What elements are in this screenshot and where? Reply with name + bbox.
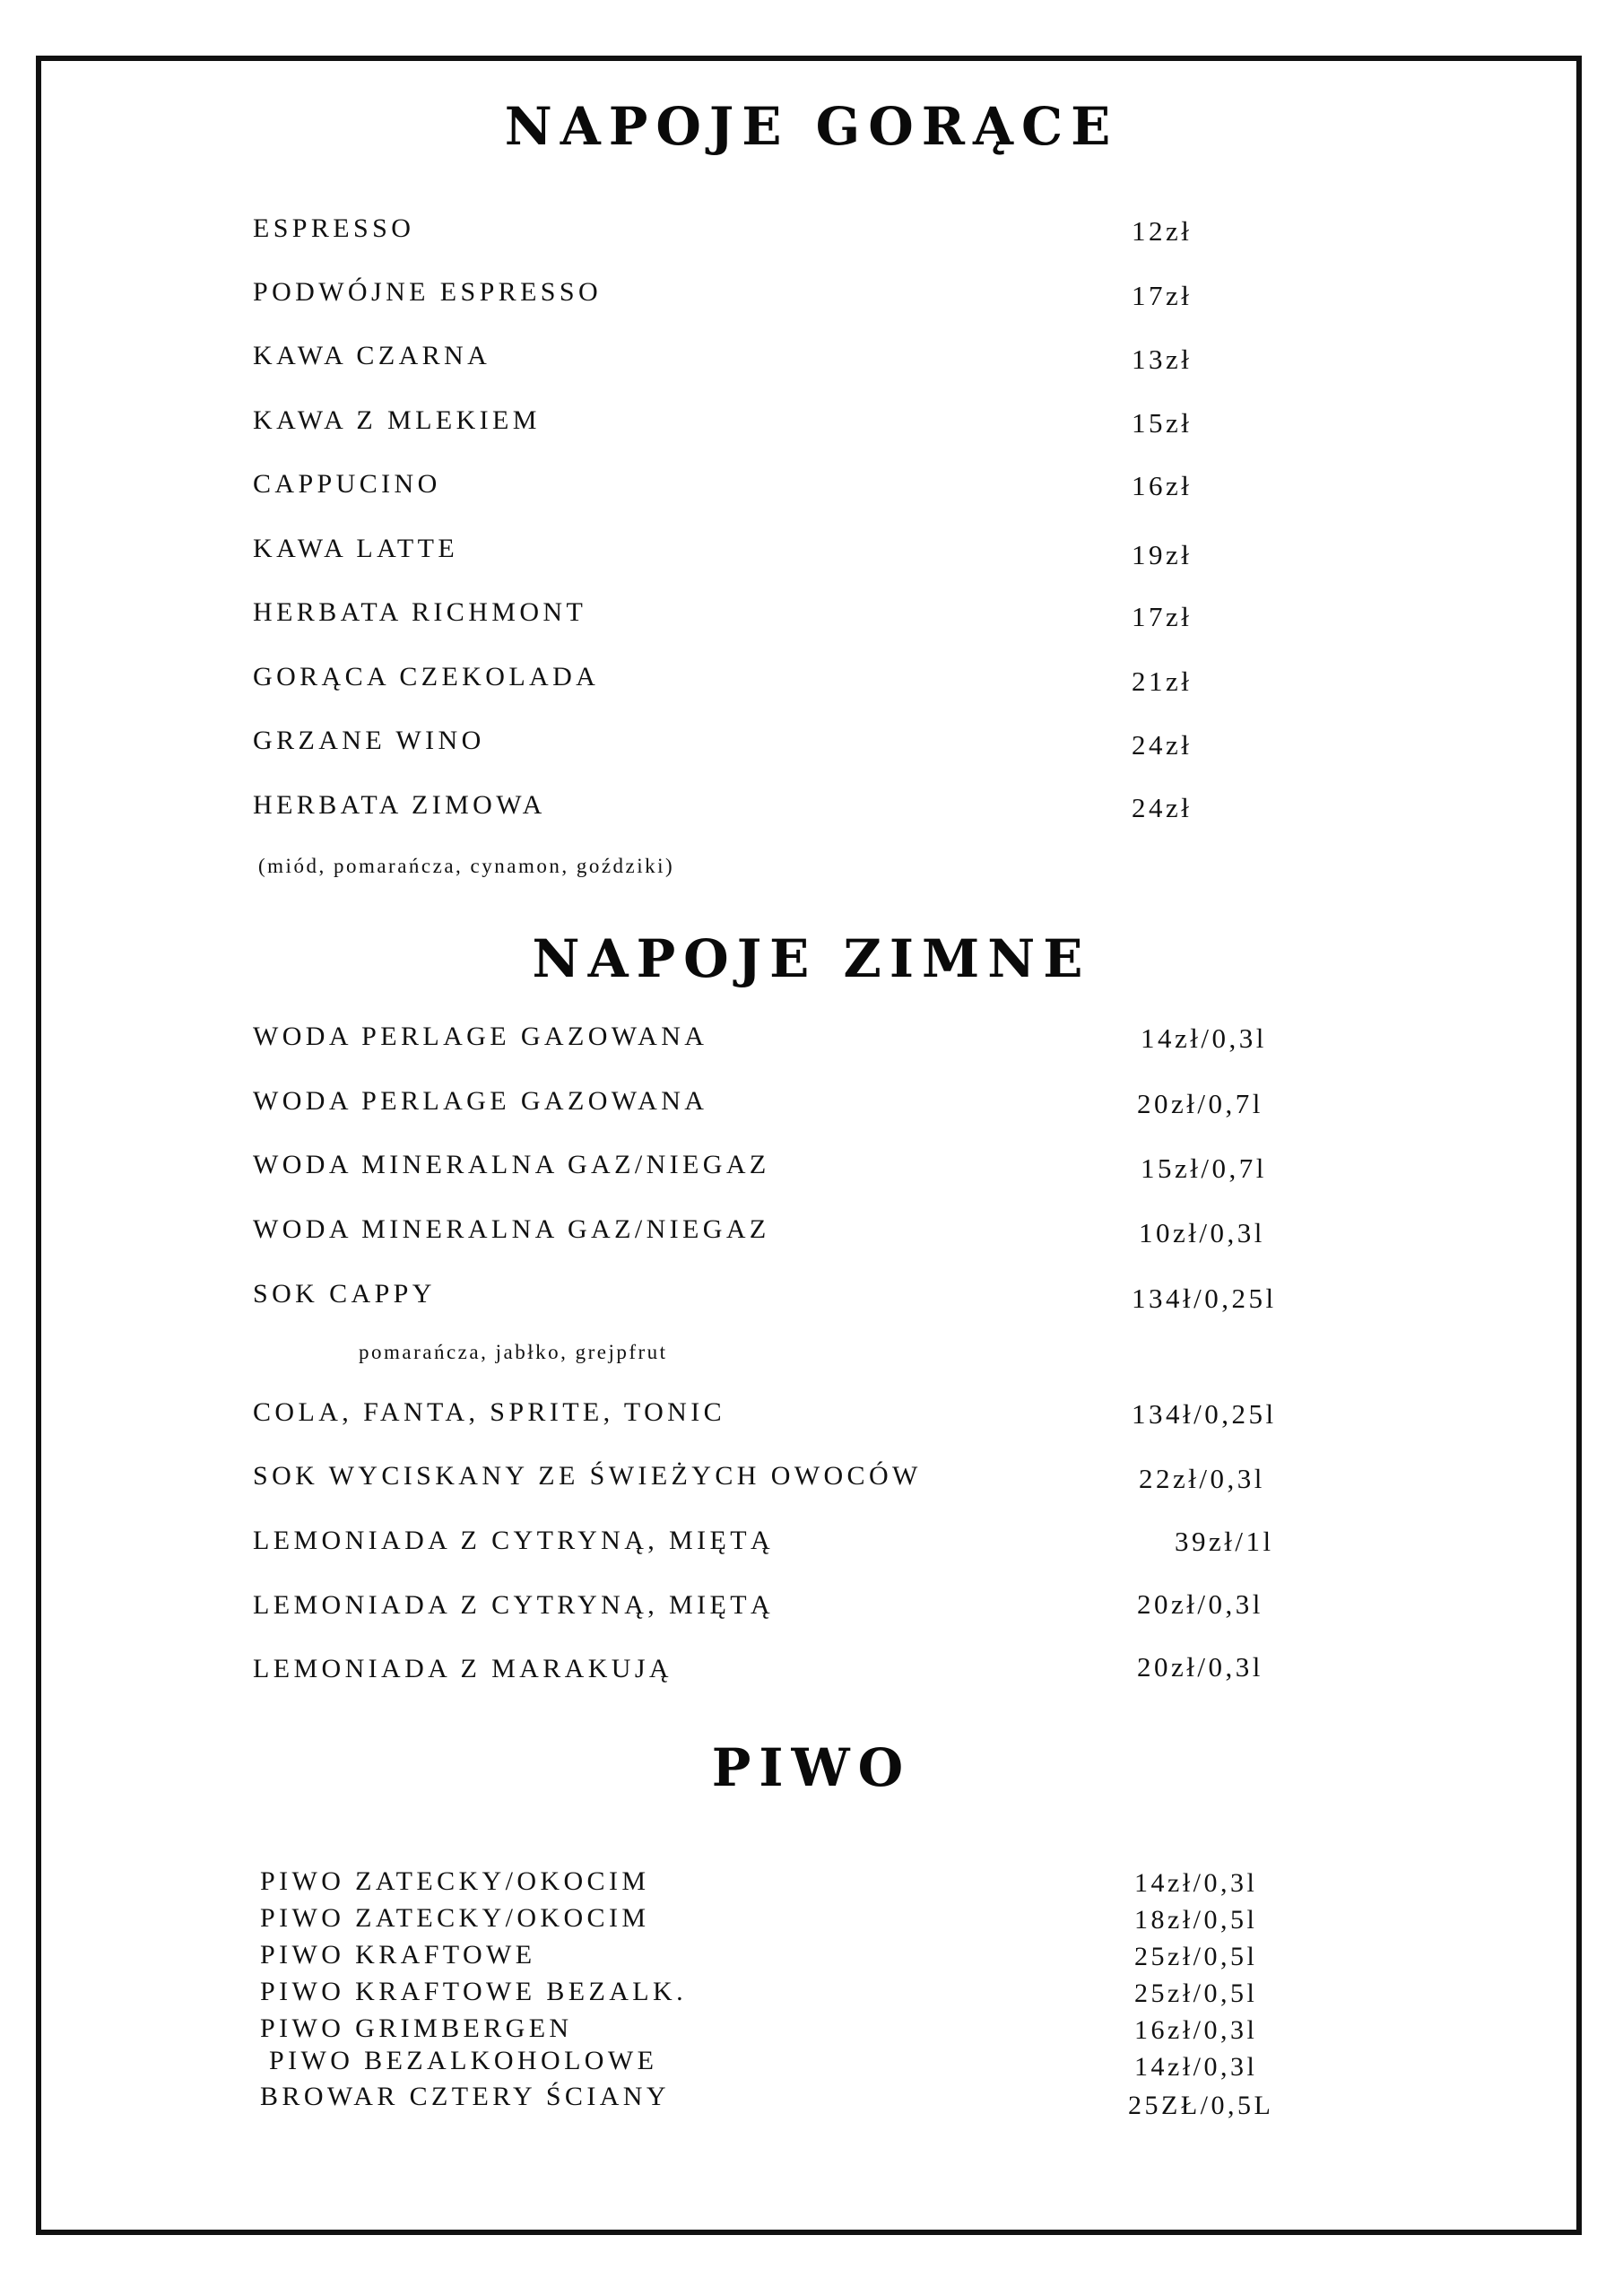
menu-item-name: COLA, FANTA, SPRITE, TONIC <box>253 1397 726 1427</box>
menu-item-price: 15zł <box>1132 407 1193 439</box>
menu-item-name: WODA MINERALNA GAZ/NIEGAZ <box>253 1214 770 1244</box>
menu-item-name: PIWO GRIMBERGEN <box>260 2013 573 2043</box>
menu-item-name: LEMONIADA Z CYTRYNĄ, MIĘTĄ <box>253 1526 775 1555</box>
menu-item-name: GRZANE WINO <box>253 726 485 755</box>
menu-item-name: ESPRESSO <box>253 213 415 243</box>
menu-item-price: 39zł/1l <box>1175 1526 1274 1557</box>
menu-item-name: KAWA CZARNA <box>253 341 491 370</box>
menu-item-name: PODWÓJNE ESPRESSO <box>253 277 603 307</box>
menu-item-price: 134ł/0,25l <box>1132 1283 1277 1314</box>
section-title-beer: PIWO <box>711 1737 912 1798</box>
menu-item-name: PIWO KRAFTOWE <box>260 1940 536 1970</box>
menu-item-price: 14zł/0,3l <box>1134 1868 1258 1898</box>
menu-item-name: LEMONIADA Z MARAKUJĄ <box>253 1654 673 1683</box>
menu-item-name: CAPPUCINO <box>253 469 441 499</box>
menu-item-name: PIWO ZATECKY/OKOCIM <box>260 1866 650 1896</box>
menu-item-name: HERBATA ZIMOWA <box>253 790 546 820</box>
section-title-hot-drinks: NAPOJE GORĄCE <box>504 96 1119 157</box>
menu-item-price: 20zł/0,3l <box>1137 1651 1263 1683</box>
menu-item-name: WODA PERLAGE GAZOWANA <box>253 1086 708 1116</box>
item-note: (miód, pomarańcza, cynamon, goździki) <box>258 855 675 877</box>
menu-item-price: 21zł <box>1132 665 1193 697</box>
menu-item-price: 22zł/0,3l <box>1139 1463 1265 1494</box>
menu-item-name: BROWAR CZTERY ŚCIANY <box>260 2082 670 2111</box>
menu-item-price: 25ZŁ/0,5L <box>1128 2091 1274 2120</box>
menu-item-price: 24zł <box>1132 729 1193 761</box>
menu-item-name: HERBATA RICHMONT <box>253 597 587 627</box>
menu-item-name: PIWO BEZALKOHOLOWE <box>269 2046 658 2075</box>
menu-item-price: 19zł <box>1132 539 1193 570</box>
menu-item-name: WODA MINERALNA GAZ/NIEGAZ <box>253 1150 770 1179</box>
menu-item-price: 10zł/0,3l <box>1139 1217 1265 1248</box>
menu-item-price: 14zł/0,3l <box>1134 2052 1258 2082</box>
menu-item-price: 134ł/0,25l <box>1132 1398 1277 1430</box>
menu-item-name: PIWO KRAFTOWE BEZALK. <box>260 1977 687 2006</box>
menu-item-price: 16zł <box>1132 470 1193 501</box>
menu-item-name: SOK CAPPY <box>253 1279 436 1309</box>
menu-item-price: 16zł/0,3l <box>1134 2015 1258 2045</box>
menu-item-name: WODA PERLAGE GAZOWANA <box>253 1022 708 1051</box>
menu-item-price: 18zł/0,5l <box>1134 1905 1258 1935</box>
menu-item-price: 25zł/0,5l <box>1134 1942 1258 1971</box>
menu-item-name: LEMONIADA Z CYTRYNĄ, MIĘTĄ <box>253 1590 775 1620</box>
menu-item-name: SOK WYCISKANY ZE ŚWIEŻYCH OWOCÓW <box>253 1461 922 1491</box>
menu-item-price: 17zł <box>1132 601 1193 632</box>
menu-item-price: 13zł <box>1132 344 1193 375</box>
menu-item-price: 20zł/0,3l <box>1137 1588 1263 1620</box>
menu-item-price: 25zł/0,5l <box>1134 1979 1258 2008</box>
menu-item-price: 12zł <box>1132 215 1193 247</box>
menu-item-price: 15zł/0,7l <box>1141 1152 1267 1184</box>
menu-item-name: PIWO ZATECKY/OKOCIM <box>260 1903 650 1933</box>
menu-item-price: 17zł <box>1132 280 1193 311</box>
menu-item-price: 24zł <box>1132 792 1193 823</box>
menu-item-price: 20zł/0,7l <box>1137 1088 1263 1119</box>
menu-item-name: KAWA LATTE <box>253 534 459 563</box>
menu-item-name: GORĄCA CZEKOLADA <box>253 662 600 691</box>
menu-item-price: 14zł/0,3l <box>1141 1022 1267 1054</box>
menu-item-name: KAWA Z MLEKIEM <box>253 405 541 435</box>
section-title-cold-drinks: NAPOJE ZIMNE <box>532 928 1091 989</box>
item-note: pomarańcza, jabłko, grejpfrut <box>359 1341 668 1363</box>
